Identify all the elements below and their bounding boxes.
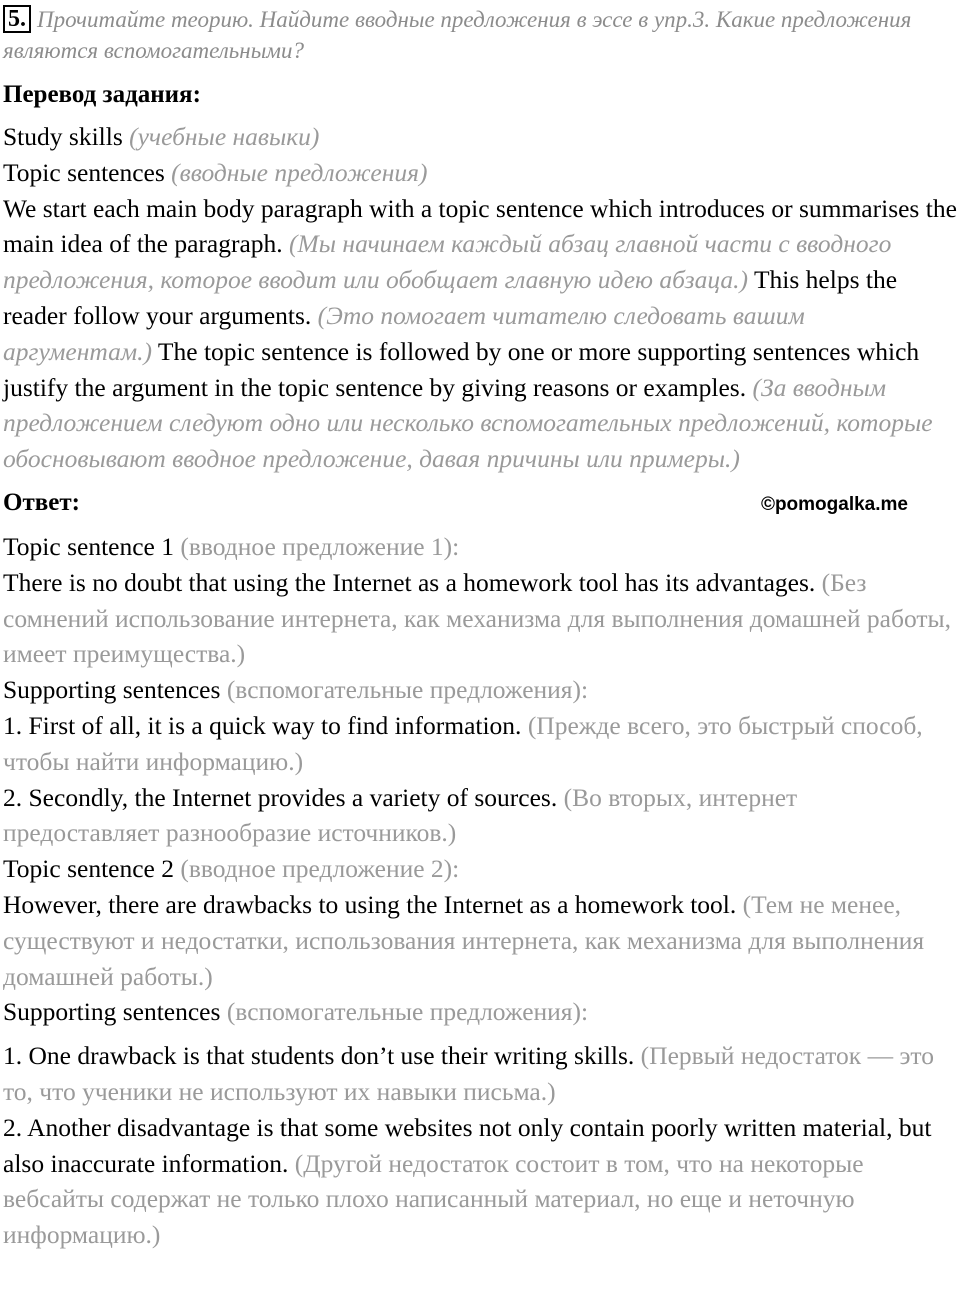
ss1-label-line [3, 672, 958, 708]
ss2-2-ru: (Другой недостаток состоит в том, что на некоторые вебсайты содержат не только плохо написанный материал, но еще и неточную информацию.) [3, 1148, 864, 1250]
task-statement [3, 4, 958, 66]
ss1-item-2 [3, 780, 958, 852]
ts1-ru: (Без сомнений использование интернета, как механизма для выполнения домашней работы, имеет преимущества.) [3, 567, 952, 669]
study-skills-ru: (учебные навыки) [129, 122, 320, 151]
ts2-ru: (Тем не менее, существуют и недостатки, использования интернета, как механизма для выполнения домашней работы.) [3, 889, 925, 991]
ss1-label-ru: (вспомогательные предложения): [226, 675, 589, 705]
ts1-label-ru: (вводное предложение 1): [180, 531, 460, 561]
ss1-1-ru: (Прежде всего, это быстрый способ, чтобы найти информацию.) [3, 710, 923, 776]
theory-s1-en: We start each main body paragraph with a topic sentence which introduces or summarises the main idea of the paragraph. [3, 193, 957, 259]
ts1-label-line [3, 529, 958, 565]
ss1-label: Supporting sentences [3, 675, 221, 705]
ts1-label: Topic sentence 1 [3, 531, 174, 561]
ss1-1-en: 1. First of all, it is a quick way to find information. [3, 710, 522, 740]
ss1-2-en: 2. Secondly, the Internet provides a variety of sources. [3, 782, 558, 812]
topic-sentences-ru: (вводные предложения) [171, 157, 428, 187]
answer-heading: Ответ: [3, 488, 80, 516]
study-skills-line [3, 119, 958, 155]
ss2-label: Supporting sentences [3, 997, 221, 1027]
ts2-label-ru: (вводное предложение 2): [180, 854, 460, 884]
ss2-item-1 [3, 1038, 958, 1110]
theory-paragraph [3, 191, 958, 477]
ts2-en: However, there are drawbacks to using the Internet as a homework tool. [3, 889, 737, 919]
ts2-label: Topic sentence 2 [3, 854, 174, 884]
ts2-line [3, 887, 958, 994]
ss1-2-ru: (Во вторых, интернет предоставляет разнообразие источников.) [3, 782, 798, 848]
theory-s1-ru: (Мы начинаем каждый абзац главной части с вводного предложения, которое вводит или обобщает главную идею абзаца.) [3, 229, 892, 295]
ss2-1-ru: (Первый недостаток — это то, что ученики не используют их навыки письма.) [3, 1041, 934, 1106]
page [3, 4, 958, 1253]
theory-s3-en: The topic sentence is followed by one or more supporting sentences which justify the argument in the topic sentence by giving reasons or examples. [3, 336, 920, 402]
ss2-label-line [3, 994, 958, 1030]
topic-sentences-en: Topic sentences [3, 157, 165, 187]
answer-block [3, 529, 958, 1253]
theory-s2-ru: (Это помогает читателю следовать вашим аргументам.) [3, 300, 805, 366]
ss1-item-1 [3, 708, 958, 780]
ss2-label-ru: (вспомогательные предложения): [226, 997, 589, 1027]
ts2-label-line [3, 851, 958, 887]
ts1-en: There is no doubt that using the Internet as a homework tool has its advantages. [3, 567, 816, 597]
task-text: Прочитайте теорию. Найдите вводные предложения в эссе в упр.3. Какие предложения являются вспомогательными? [3, 7, 912, 63]
translation-heading: Перевод задания: [3, 81, 201, 108]
study-skills-en: Study skills [3, 122, 123, 151]
theory-s3-ru: (За вводным предложением следуют одно или несколько вспомогательных предложений, которые обосновывают вводное предложение, давая причины или примеры.) [3, 372, 933, 474]
watermark: ©pomogalka.me [760, 493, 908, 515]
ss2-2-en: 2. Another disadvantage is that some websites not only contain poorly written material, but also inaccurate information. [3, 1112, 932, 1178]
theory-s2-en: This helps the reader follow your arguments. [3, 265, 898, 330]
theory-block [3, 119, 958, 477]
topic-sentences-line [3, 155, 958, 191]
answer-header [3, 487, 958, 519]
task-number: 5. [3, 5, 31, 33]
ts1-line [3, 565, 958, 672]
ss2-item-2 [3, 1110, 958, 1253]
ss2-1-en: 1. One drawback is that students don’t use their writing skills. [3, 1041, 635, 1071]
